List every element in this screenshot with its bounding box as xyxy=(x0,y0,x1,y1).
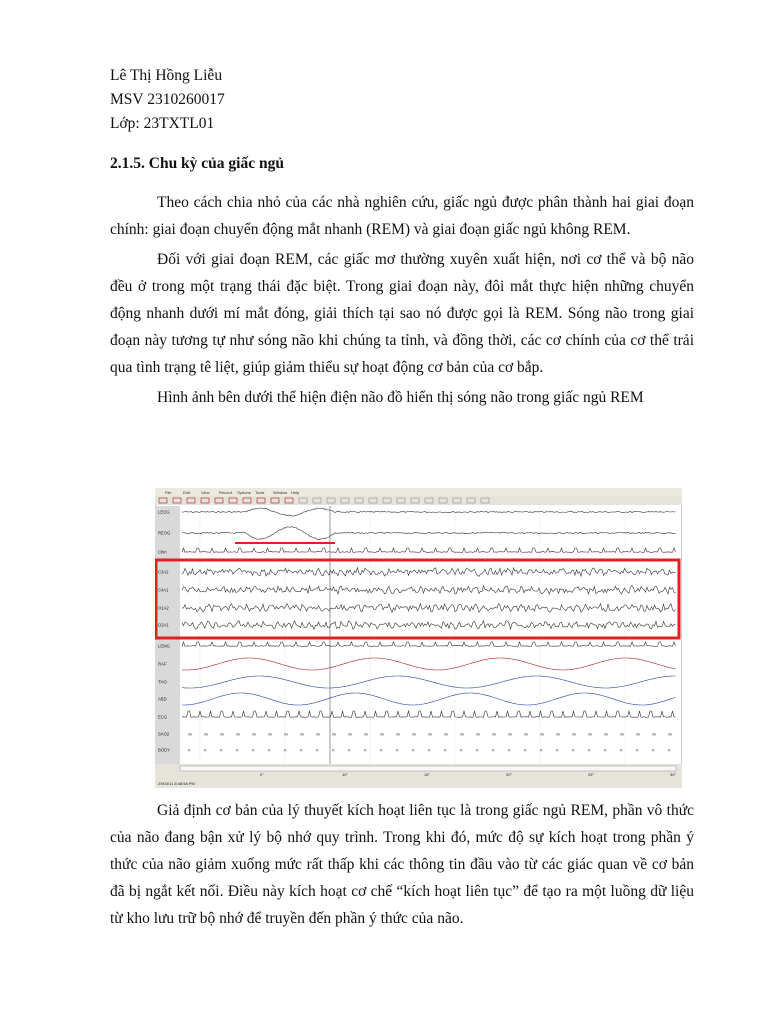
marker-text: R xyxy=(476,748,479,753)
marker-text: 96 xyxy=(380,732,384,737)
marker-text: 96 xyxy=(188,732,192,737)
marker-text: R xyxy=(348,748,351,753)
document-body-continued xyxy=(110,797,694,935)
marker-text: R xyxy=(332,748,335,753)
marker-text: R xyxy=(460,748,463,753)
marker-text: 96 xyxy=(620,732,624,737)
marker-text: 96 xyxy=(204,732,208,737)
marker-text: R xyxy=(396,748,399,753)
marker-text: R xyxy=(652,748,655,753)
marker-text: 96 xyxy=(652,732,656,737)
marker-text: 96 xyxy=(396,732,400,737)
marker-text: R xyxy=(204,748,207,753)
marker-text: R xyxy=(380,748,383,753)
class-label: Lớp: 23TXTL01 xyxy=(110,115,215,132)
time-tick: 0" xyxy=(260,772,264,777)
marker-text: R xyxy=(524,748,527,753)
marker-text: R xyxy=(268,748,271,753)
scrollbar xyxy=(180,766,676,771)
marker-text: R xyxy=(284,748,287,753)
author-name: Lê Thị Hồng Liễu xyxy=(110,67,223,84)
channel-label-abd: ABD xyxy=(158,696,167,702)
menu-item-file: File xyxy=(165,490,172,495)
marker-text: 96 xyxy=(252,732,256,737)
marker-text: 96 xyxy=(316,732,320,737)
channel-label-sao2: SAO2 xyxy=(158,731,170,737)
trace-area xyxy=(180,506,678,764)
marker-text: 96 xyxy=(636,732,640,737)
marker-text: R xyxy=(588,748,591,753)
time-tick: 20" xyxy=(506,772,512,777)
menu-item-window: Window xyxy=(273,490,288,495)
channel-label-o2a1: O2A1 xyxy=(158,622,169,628)
marker-text: 96 xyxy=(524,732,528,737)
marker-text: 96 xyxy=(556,732,560,737)
marker-text: R xyxy=(556,748,559,753)
marker-text: 96 xyxy=(236,732,240,737)
menu-item-view: View xyxy=(201,490,210,495)
marker-text: R xyxy=(540,748,543,753)
marker-text: R xyxy=(508,748,511,753)
time-tick: 25" xyxy=(588,772,594,777)
marker-text: 96 xyxy=(572,732,576,737)
channel-label-lemg: LEMG xyxy=(158,643,170,649)
channel-label-column xyxy=(155,506,180,764)
marker-text: 96 xyxy=(412,732,416,737)
time-tick: 10" xyxy=(342,772,348,777)
marker-text: 96 xyxy=(268,732,272,737)
channel-label-leog: LEOG xyxy=(158,509,170,515)
marker-text: R xyxy=(428,748,431,753)
marker-text: R xyxy=(188,748,191,753)
paragraph-2: Đối với giai đoạn REM, các giấc mơ thường xuyên xuất hiện, nơi cơ thể và bộ não đều ở trong một trạng thái đặc biệt. Trong giai đoạn này, đôi mắt thực hiện những chuyển động nhanh dưới mí mắt đóng, giải thích tại sao nó được gọi là REM. Sóng não trong giai đoạn này tương tự như sóng não khi chúng ta tỉnh, và đồng thời, các cơ chính của cơ thể trải qua tình trạng tê liệt, giúp giảm thiểu sự hoạt động cơ bản của cơ bắp. xyxy=(110,251,694,376)
marker-text: R xyxy=(300,748,303,753)
eeg-figure xyxy=(155,488,682,788)
channel-label-raf: RAF xyxy=(158,661,167,667)
marker-text: 96 xyxy=(284,732,288,737)
marker-text: R xyxy=(668,748,671,753)
marker-text: R xyxy=(364,748,367,753)
time-tick: 30" xyxy=(670,772,676,777)
eeg-screenshot xyxy=(155,488,682,788)
marker-text: 96 xyxy=(492,732,496,737)
channel-label-o1a2: O1A2 xyxy=(158,605,169,611)
marker-text: 96 xyxy=(428,732,432,737)
channel-label-body: BODY xyxy=(158,747,170,753)
toolbar xyxy=(155,496,682,505)
section-title: 2.1.5. Chu kỳ của giấc ngủ xyxy=(110,155,284,172)
marker-text: R xyxy=(604,748,607,753)
marker-text: 96 xyxy=(300,732,304,737)
marker-text: 96 xyxy=(588,732,592,737)
marker-text: R xyxy=(412,748,415,753)
channel-label-chin: Chin xyxy=(158,549,167,555)
channel-label-c3a2: C3A2 xyxy=(158,569,169,575)
marker-text: R xyxy=(316,748,319,753)
marker-text: R xyxy=(636,748,639,753)
channel-label-reog: REOG xyxy=(158,530,171,536)
menu-item-options: Options xyxy=(237,490,251,495)
time-tick: 15" xyxy=(424,772,430,777)
marker-text: 96 xyxy=(508,732,512,737)
marker-text: R xyxy=(444,748,447,753)
marker-text: 96 xyxy=(604,732,608,737)
menu-bar xyxy=(155,488,682,496)
paragraph-3: Giả định cơ bản của lý thuyết kích hoạt liên tục là trong giấc ngủ REM, phần vô thức của não đang bận xử lý bộ nhớ quy trình. Trong khi đó, mức độ sự kích hoạt trong phần ý thức của não giảm xuống mức rất thấp khi các thông tin đầu vào từ các giác quan về cơ bản đã bị ngắt kết nối. Điều này kích hoạt cơ chế “kích hoạt liên tục” để tạo ra một luồng dữ liệu từ kho lưu trữ bộ nhớ để truyền đến phần ý thức của não. xyxy=(110,802,694,927)
marker-text: 96 xyxy=(668,732,672,737)
menu-item-help: Help xyxy=(291,490,300,495)
marker-text: 96 xyxy=(444,732,448,737)
status-bar-text: 29/03/11 8:48:58 PM xyxy=(158,781,195,786)
paragraph-1: Theo cách chia nhỏ của các nhà nghiên cứu, giấc ngủ được phân thành hai giai đoạn chính: giai đoạn chuyển động mắt nhanh (REM) và giai đoạn giấc ngủ không REM. xyxy=(110,194,694,238)
channel-label-tho: THO xyxy=(158,679,167,685)
document-body xyxy=(110,64,694,419)
marker-text: R xyxy=(572,748,575,753)
channel-label-c4a1: C4A1 xyxy=(158,587,169,593)
marker-text: 96 xyxy=(348,732,352,737)
marker-text: 96 xyxy=(364,732,368,737)
channel-label-ecg: ECG xyxy=(158,714,168,720)
marker-text: R xyxy=(236,748,239,753)
menu-item-edit: Edit xyxy=(183,490,190,495)
marker-text: R xyxy=(252,748,255,753)
marker-text: 96 xyxy=(476,732,480,737)
figure-caption: Hình ảnh bên dưới thể hiện điện não đồ hiển thị sóng não trong giấc ngủ REM xyxy=(157,389,644,406)
marker-text: R xyxy=(620,748,623,753)
menu-item-tools: Tools xyxy=(255,490,265,495)
marker-text: R xyxy=(220,748,223,753)
marker-text: 96 xyxy=(220,732,224,737)
marker-text: R xyxy=(492,748,495,753)
marker-text: 96 xyxy=(460,732,464,737)
menu-item-record: Record xyxy=(219,490,232,495)
marker-text: 96 xyxy=(332,732,336,737)
student-id: MSV 2310260017 xyxy=(110,91,225,108)
marker-text: 96 xyxy=(540,732,544,737)
